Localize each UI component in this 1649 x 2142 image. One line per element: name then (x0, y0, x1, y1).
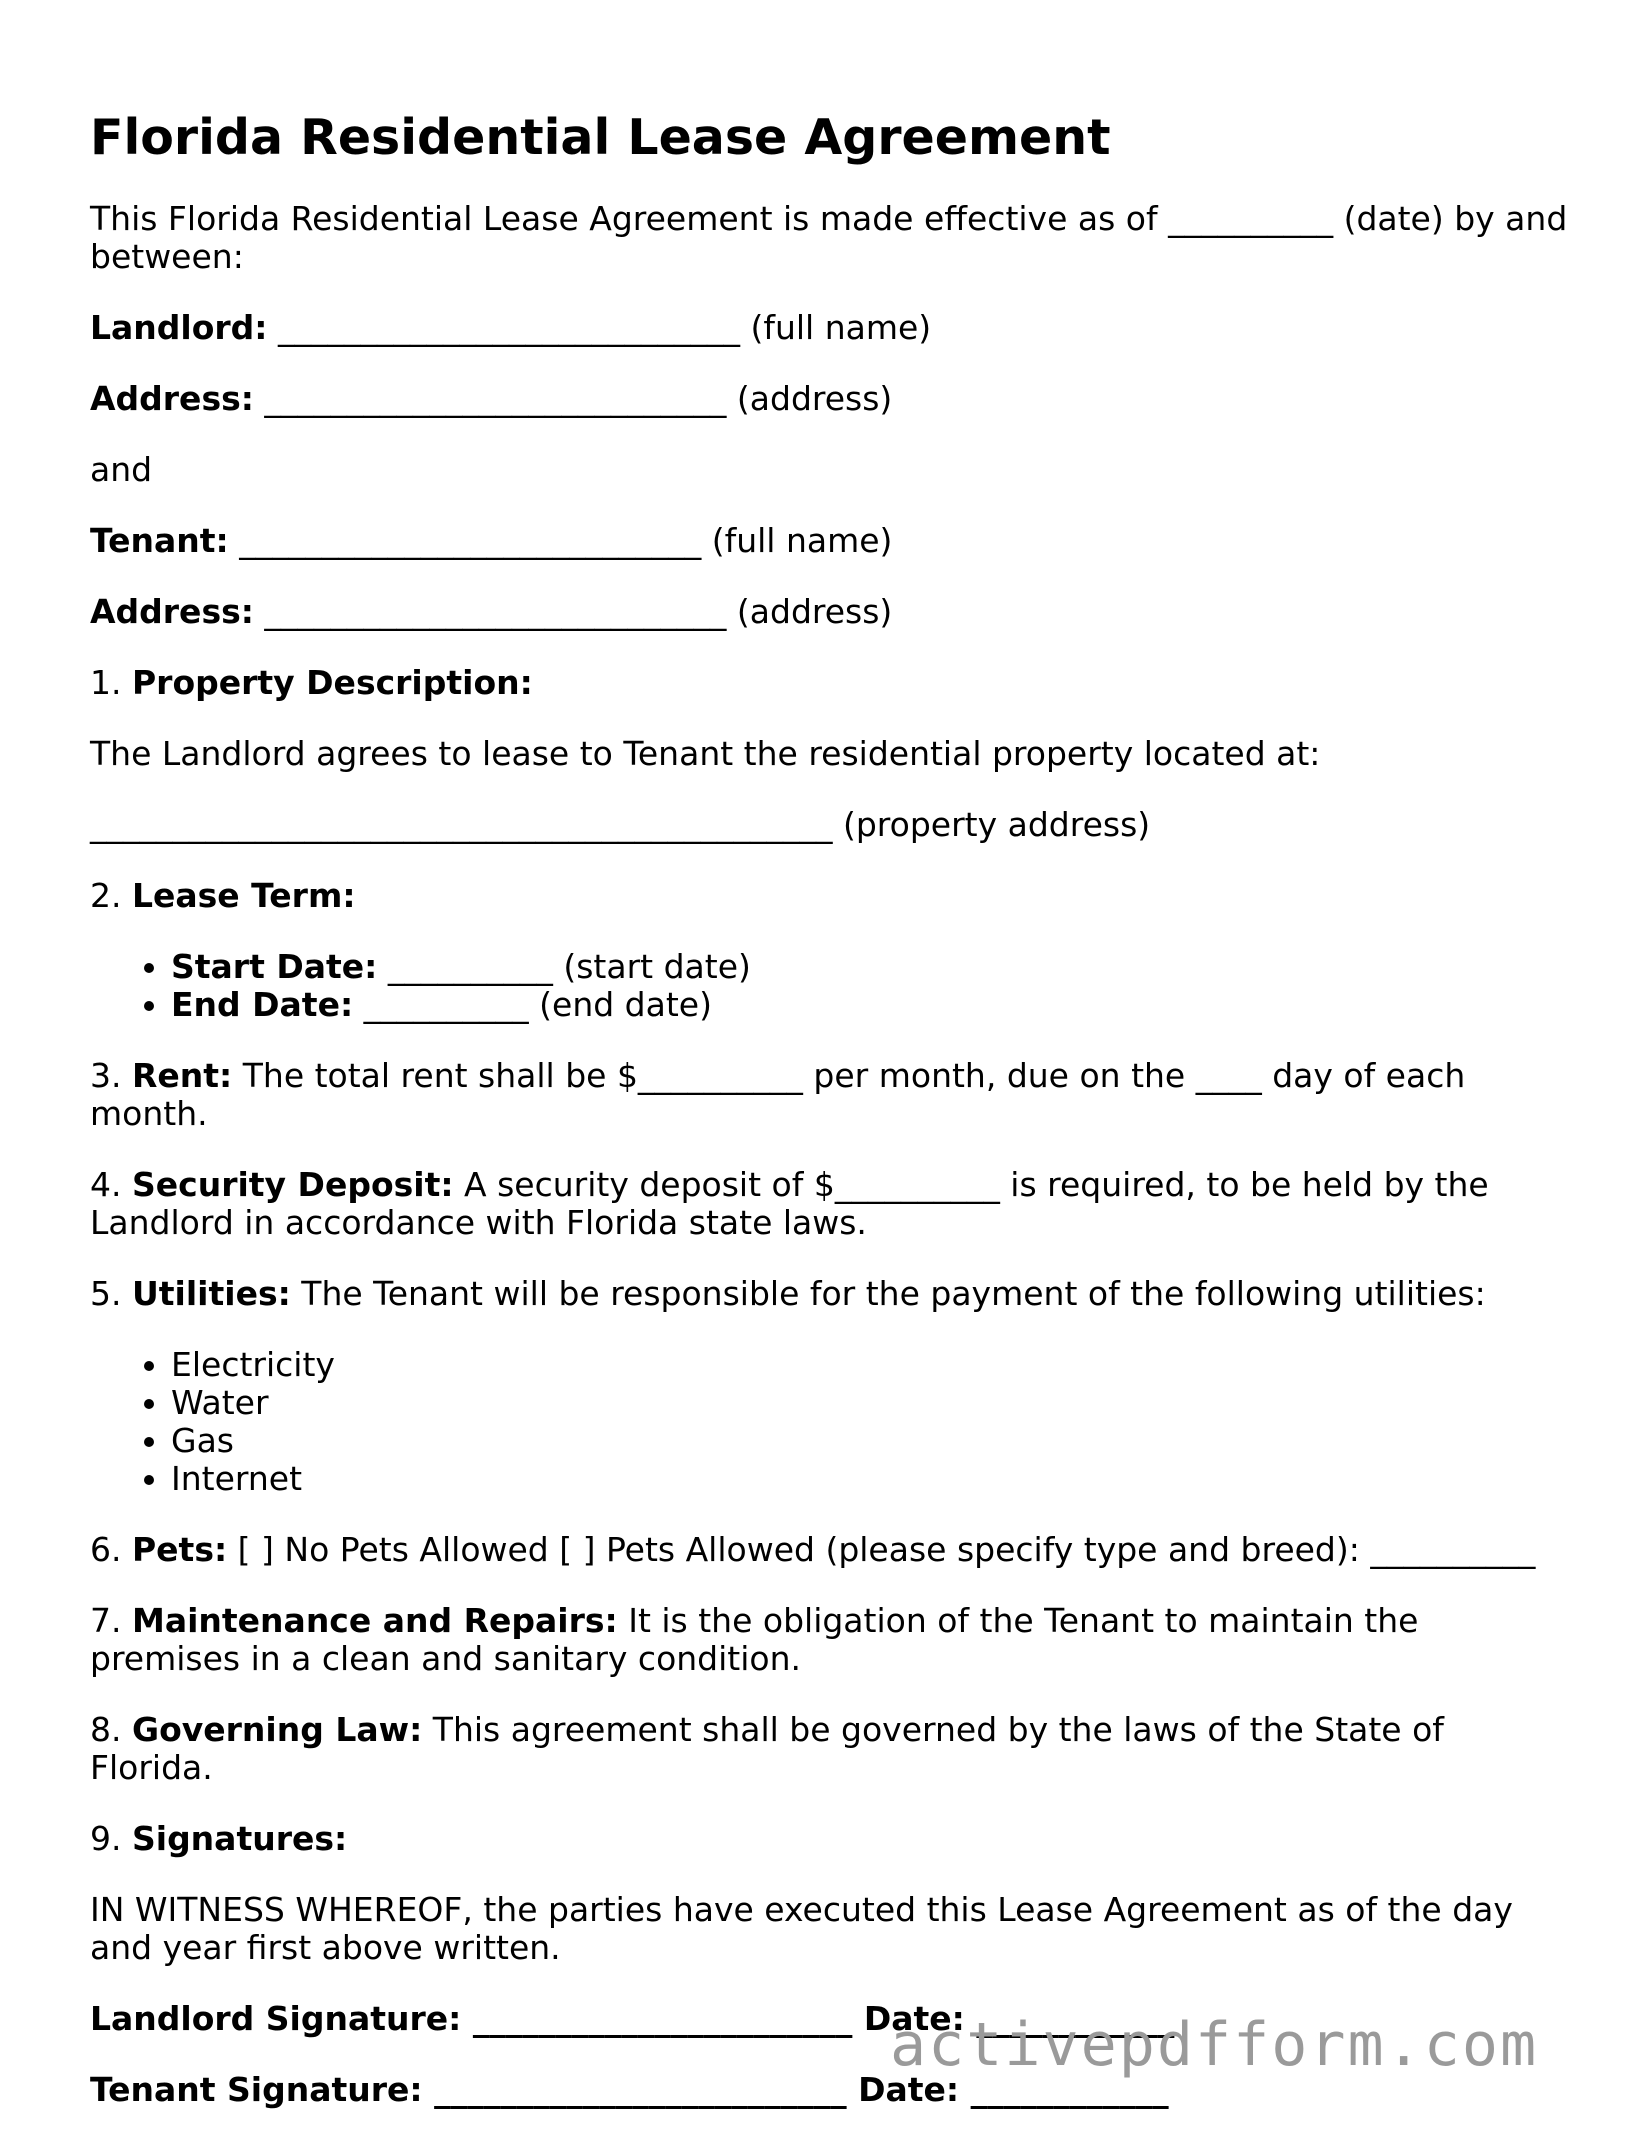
landlord-address-line (90, 380, 1570, 418)
start-date-label: Start Date: (171, 947, 378, 986)
section-6-number: 6. (90, 1530, 132, 1569)
section-8-number: 8. (90, 1710, 132, 1749)
section-4-number: 4. (90, 1165, 132, 1204)
tenant-address-label: Address: (90, 592, 254, 631)
landlord-address-label: Address: (90, 379, 254, 418)
section-1-label: Property Description: (131, 663, 533, 702)
tenant-address-line (90, 593, 1570, 631)
section-6-label: Pets: (131, 1530, 228, 1569)
section-8-label: Governing Law: (131, 1710, 423, 1749)
section-9-label: Signatures: (131, 1819, 348, 1858)
section-2-heading (90, 877, 1570, 915)
landlord-label: Landlord: (90, 308, 268, 347)
intro-paragraph: This Florida Residential Lease Agreement is made effective as of __________ (date) by and between: (90, 199, 1568, 276)
utility-item-internet: • Internet (171, 1460, 1570, 1498)
section-3-rent (90, 1057, 1570, 1133)
landlord-address-field: ____________________________ (address) (253, 379, 893, 418)
utility-item-gas: • Gas (171, 1422, 1570, 1460)
utilities-list (90, 1346, 1570, 1498)
section-7-text: It is the obligation of the Tenant to maintain the premises in a clean and sanitary condition. (90, 1601, 1419, 1678)
section-5-number: 5. (90, 1274, 132, 1313)
section-9-heading (90, 1820, 1570, 1858)
document-page (90, 108, 1570, 2142)
section-5-utilities (90, 1275, 1570, 1313)
and-text: and (90, 450, 153, 489)
watermark-text: activepdfform.com (890, 2010, 1539, 2080)
landlord-field: ____________________________ (full name) (267, 308, 932, 347)
section-2-number: 2. (90, 876, 132, 915)
section-4-deposit (90, 1166, 1570, 1242)
utility-item-electricity: • Electricity (171, 1346, 1570, 1384)
landlord-signature-text: Landlord Signature: _______________________ Date: ____________ (90, 1999, 1175, 2038)
section-4-label: Security Deposit: (131, 1165, 454, 1204)
section-4-text: A security deposit of $__________ is required, to be held by the Landlord in accordance with Florida state laws. (90, 1165, 1489, 1242)
section-2-label: Lease Term: (131, 876, 356, 915)
tenant-signature-text: Tenant Signature: _________________________ Date: ____________ (90, 2070, 1169, 2109)
section-5-text: The Tenant will be responsible for the payment of the following utilities: (290, 1274, 1486, 1313)
witness-paragraph: IN WITNESS WHEREOF, the parties have executed this Lease Agreement as of the day and year first above written. (90, 1890, 1513, 1967)
section-3-text: The total rent shall be $__________ per month, due on the ____ day of each month. (90, 1056, 1466, 1133)
tenant-field: ____________________________ (full name) (228, 521, 893, 560)
utility-item-water: • Water (171, 1384, 1570, 1422)
tenant-label: Tenant: (90, 521, 229, 560)
lease-term-list (90, 948, 1570, 1024)
section-9-number: 9. (90, 1819, 132, 1858)
section-3-number: 3. (90, 1056, 132, 1095)
property-address-line: _____________________________________________ (property address) (90, 805, 1151, 844)
section-7-label: Maintenance and Repairs: (131, 1601, 618, 1640)
section-7-maintenance (90, 1602, 1570, 1678)
section-5-label: Utilities: (131, 1274, 291, 1313)
start-date-item (171, 948, 1570, 986)
section-1-heading (90, 664, 1570, 702)
tenant-address-field: ____________________________ (address) (253, 592, 893, 631)
section-6-text: [ ] No Pets Allowed [ ] Pets Allowed (please specify type and breed): __________ (227, 1530, 1536, 1569)
tenant-line (90, 522, 1570, 560)
end-date-item (171, 986, 1570, 1024)
section-1-text: The Landlord agrees to lease to Tenant the residential property located at: (90, 734, 1321, 773)
end-date-field: __________ (end date) (353, 985, 712, 1024)
end-date-label: End Date: (171, 985, 354, 1024)
section-8-governing-law (90, 1711, 1570, 1787)
start-date-field: __________ (start date) (377, 947, 751, 986)
section-8-text: This agreement shall be governed by the laws of the State of Florida. (90, 1710, 1444, 1787)
section-1-number: 1. (90, 663, 132, 702)
section-6-pets (90, 1531, 1570, 1569)
section-7-number: 7. (90, 1601, 132, 1640)
document-title: Florida Residential Lease Agreement (90, 109, 1111, 166)
landlord-line (90, 309, 1570, 347)
section-3-label: Rent: (131, 1056, 233, 1095)
